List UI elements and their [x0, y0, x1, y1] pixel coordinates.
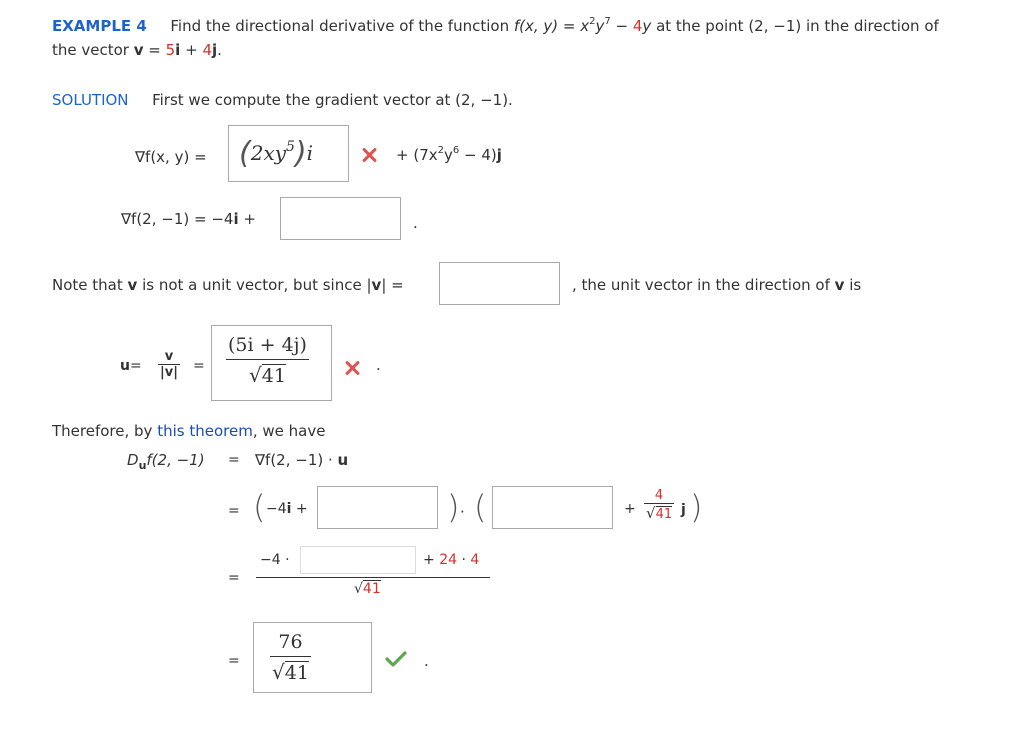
gradient-lhs: ∇f(x, y) = [135, 148, 207, 166]
unit-i: i [175, 41, 181, 59]
exponent: 7 [604, 16, 611, 27]
vector-v: v [127, 276, 138, 294]
unit-j: j [681, 502, 686, 518]
radicand: 41 [261, 365, 286, 387]
equals: = [228, 503, 240, 519]
gradient-dot: ∇f(2, −1) · [255, 451, 338, 469]
plus: + [624, 501, 636, 517]
y: y [443, 146, 453, 164]
note-text: , the unit vector in the direction of [572, 276, 835, 294]
value-24: 24 [439, 552, 458, 568]
plus: + [291, 501, 308, 517]
unit-vector-j-fraction: 4 √41 [646, 488, 673, 522]
final-answer-box[interactable]: 76 √41 [253, 622, 372, 693]
statement-text-2: at the point (2, −1) in the direction of [651, 17, 939, 35]
radicand: 41 [362, 581, 381, 597]
note-line-end [572, 276, 861, 294]
unit-j: j [496, 146, 502, 164]
equals: = [130, 358, 142, 374]
denominator: √41 [249, 363, 286, 387]
d: D [127, 451, 139, 469]
theorem-link[interactable]: this theorem [157, 422, 253, 440]
answer-expression: 2xy [250, 141, 287, 165]
unit-i: i [233, 210, 239, 228]
directional-derivative-lhs [127, 451, 205, 472]
vector-coef-4: 4 [202, 41, 212, 59]
open-paren: ( [253, 488, 266, 526]
derivation-rhs [255, 451, 348, 469]
therefore-text: , we have [252, 422, 326, 440]
close-paren: ) [447, 488, 460, 526]
minus-4: − 4) [459, 146, 497, 164]
exp: 6 [452, 145, 460, 156]
answer-unit-i: i [306, 141, 314, 165]
solution-text: First we compute the gradient vector at (2, −1). [152, 91, 513, 109]
numerator: (5i + 4j) [228, 334, 307, 356]
vector-v: v [133, 41, 144, 59]
equals: = [193, 358, 205, 374]
dot: · [457, 552, 471, 568]
function-expression: f(x, y) = x [513, 17, 590, 35]
unit-vector-answer-box[interactable] [211, 325, 332, 401]
statement-text: Find the directional derivative of the function [170, 17, 514, 35]
v-over-norm-v [158, 349, 180, 380]
example-statement-line1: EXAMPLE 4 Find the directional derivative of the function f(x, $y) = x^2y^7 - 4y$ at the point (2, −1) in the direction of [52, 16, 939, 35]
statement-text-3: the vector [52, 41, 134, 59]
line3-fraction-bar [256, 577, 490, 578]
unit-vector-u: u [120, 358, 130, 374]
vector-v: v [371, 276, 382, 294]
period: . [424, 652, 429, 670]
plus: + [423, 552, 440, 568]
numerator: 4 [654, 488, 664, 503]
incorrect-x-icon [361, 147, 377, 163]
gradient-i-answer-box[interactable]: $(2xy^5)i$ [228, 125, 349, 182]
equals: = [143, 41, 166, 59]
lhs-text: ∇f(2, −1) = −4 [121, 210, 234, 228]
value-4: 4 [470, 552, 480, 568]
numerator: 76 [278, 631, 303, 653]
radicand: 41 [284, 662, 309, 684]
unit-vector-i-component-input[interactable] [492, 486, 613, 529]
example-statement-line2 [52, 41, 222, 59]
line3-prefix: −4 · [260, 552, 290, 568]
gradient-rest [396, 146, 502, 164]
therefore-line [52, 422, 325, 440]
subscript-u: u [138, 459, 147, 472]
f-at-point: f(2, −1) [146, 451, 205, 469]
solution-line [52, 91, 513, 109]
unit-i: i [286, 501, 292, 517]
line3-suffix [423, 552, 479, 568]
radicand: 41 [655, 507, 673, 522]
minus: − [610, 17, 633, 35]
plus: + [180, 41, 203, 59]
note-text: Note that [52, 276, 128, 294]
therefore-text: Therefore, by [52, 422, 158, 440]
unit-vector-u: u [337, 451, 349, 469]
open-paren: ( [474, 488, 487, 526]
close-paren: ) [690, 488, 703, 526]
note-text: is not a unit vector, but since | [137, 276, 372, 294]
denominator: |v| [160, 365, 178, 380]
gradient-j-term: + (7x [396, 146, 438, 164]
coefficient: 4 [632, 17, 643, 35]
gradient-at-point-lhs [121, 210, 256, 228]
answer-exponent: 5 [286, 139, 295, 155]
numerator: v [164, 349, 174, 364]
example-label: EXAMPLE 4 [52, 17, 147, 35]
dot: · [460, 503, 465, 521]
solution-label: SOLUTION [52, 91, 129, 109]
equals: = [228, 452, 240, 468]
vector-v: v [834, 276, 845, 294]
period: . [217, 41, 222, 59]
gradient-j-component-input[interactable] [280, 197, 401, 240]
note-text: is [844, 276, 862, 294]
incorrect-x-icon [344, 360, 360, 376]
line3-denominator: √41 [354, 581, 381, 597]
coefficient: −4 [266, 501, 287, 517]
unit-j: j [211, 41, 218, 59]
note-text: | = [381, 276, 404, 294]
vector-coef-5: 5 [165, 41, 176, 59]
equals: = [228, 653, 240, 669]
note-line [52, 276, 404, 294]
period: . [413, 214, 418, 232]
derivation-product-input[interactable] [300, 546, 416, 574]
period: . [376, 356, 381, 374]
derivation-j-component-input[interactable] [317, 486, 438, 529]
magnitude-v-input[interactable] [439, 262, 560, 305]
plus: + [238, 210, 256, 228]
exp: 2 [437, 145, 444, 156]
correct-checkmark-icon [385, 651, 407, 667]
line2-prefix [266, 501, 308, 517]
equals: = [228, 570, 240, 586]
